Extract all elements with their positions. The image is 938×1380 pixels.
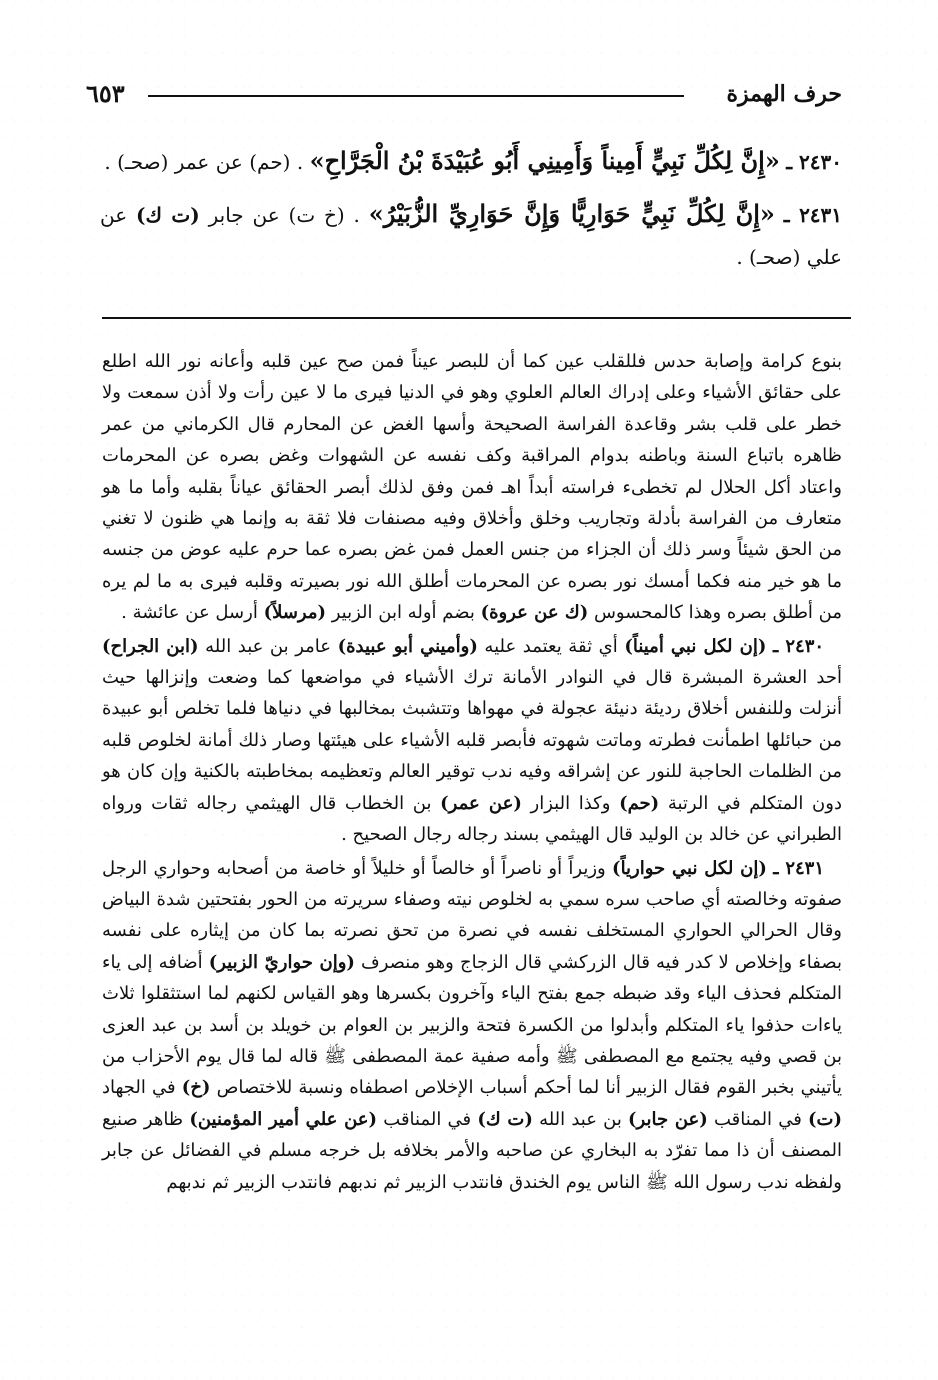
commentary-heading: (وإن حواريّ الزبير) — [208, 951, 355, 973]
commentary-reference: (عن علي أمير المؤمنين) — [189, 1108, 378, 1130]
commentary-text: في المناقب — [713, 1108, 802, 1130]
commentary-reference: (ك عن عروة) — [480, 602, 589, 624]
commentary-paragraph-2430 — [102, 631, 842, 851]
commentary-reference: (عن عمر) — [440, 792, 522, 814]
hadith-entry-2430 — [100, 140, 842, 183]
commentary-reference: (مرسلاً) — [263, 602, 326, 624]
page-number: ٦٥٣ — [86, 79, 125, 108]
header-rule — [148, 95, 684, 97]
commentary-text: بن الخطاب قال الهيثمي رجاله ثقات ورواه الطبراني عن خالد بن الوليد قال الهيثمي بسند رجاله رجال الصحيح . — [102, 792, 842, 846]
commentary-paragraph-1 — [102, 346, 842, 629]
commentary-heading: (إن لكل نبي أميناً) — [624, 635, 767, 657]
commentary-text: أحد العشرة المبشرة قال في النوادر الأمانة ترك الأشياء في مواضعها كما وضعت وإنزالها حيث أنزلت وللنفس أخلاق رديئة دنيئة عجولة في مهواها وتتشبث بمخالبها في دنياها فلما تخلص أبو عبيدة من حبائلها اطمأنت فطرته وماتت شهوته فأبصر قلبه الأشياء على هيئتها وصار ذلك أمانة لخلوص قلبه من الظلمات الحاجبة للنور عن إشراقه وفيه ندب توقير العالم وتعظيمه بمخاطبته بالكنية وإن كان هو دون المتكلم في الرتبة — [102, 667, 842, 814]
hadith-source-bold: (ت ك) — [136, 203, 200, 227]
hadith-source-end: عن علي (صحـ) . — [100, 203, 842, 269]
hadith-text: «إِنَّ لِكُلِّ نَبِيٍّ أَمِيناً وَأَمِينِي أَبُو عُبَيْدَةَ بْنُ الْجَرَّاحِ» — [309, 146, 780, 175]
commentary-text: أضافه إلى ياء المتكلم فحذف الياء وقد ضبطه جمع بفتح الياء وآخرون بكسرها وهو القياس لكنهم لما استثقلوا ثلاث ياءات حذفوا ياء المتكلم وأبدلوا من الكسرة فتحة والزبير بن العوام بن خويلد بن أسد بن عبد العزى بن قصي وفيه يجتمع مع المصطفى ﷺ وأمه صفية عمة المصطفى ﷺ قاله لما قال يوم الأحزاب من يأتيني بخبر القوم فقال الزبير أنا لما أحكم أسباب الإخلاص اصطفاه ونسبة للاختصاص — [102, 951, 842, 1099]
commentary-heading: (وأميني أبو عبيدة) — [337, 635, 478, 657]
commentary-text: وزيراً أو ناصراً أو خالصاً أو خليلاً أو خاصة من أصحابه وحواري الرجل صفوته وخالصته أي صاحب سره سمي به لخلوص نيته وصفاء سريرته من الحور بفتحتين شدة البياض وقال الحرالي الحواري المستخلف نفسه في نصرة من تحق نصرته بما كان من إيثاره على نفسه بصفاء وإخلاص لا كدر فيه قال الزركشي قال الزجاج وهو منصرف — [102, 857, 842, 973]
commentary-heading: (إن لكل نبي حوارياً) — [612, 857, 767, 879]
commentary-text: أي ثقة يعتمد عليه — [484, 635, 618, 657]
chapter-title: حرف الهمزة — [726, 81, 842, 107]
commentary-text: ظاهر صنيع المصنف أن ذا مما تفرّد به البخاري عن صاحبه والأمر بخلافه بل خرجه مسلم في الفضائل عن جابر ولفظه ندب رسول الله ﷺ الناس يوم الخندق فانتدب الزبير ثم ندبهم فانتدب الزبير ثم ندبهم — [102, 1108, 842, 1193]
commentary-reference: (حم) — [619, 792, 660, 814]
commentary-reference: (ت) — [808, 1108, 843, 1130]
hadith-block — [100, 140, 842, 288]
commentary-reference: (ت ك) — [477, 1108, 533, 1130]
commentary-text: بن عبد الله — [539, 1108, 622, 1130]
hadith-text: «إِنَّ لِكُلِّ نَبِيٍّ حَوَارِيًّا وَإِنَّ حَوَارِيِّ الزُّبَيْرُ» — [368, 199, 775, 228]
commentary-number: ٢٤٣٠ ـ — [772, 635, 825, 657]
commentary-text: بضم أوله ابن الزبير — [331, 602, 475, 624]
hadith-source: . (خ ت) عن جابر — [208, 203, 360, 227]
commentary-block — [102, 346, 842, 1200]
commentary-number: ٢٤٣١ ـ — [773, 857, 824, 879]
commentary-text: بنوع كرامة وإصابة حدس فللقلب عين كما أن للبصر عيناً فمن صح عين قلبه وأعانه نور الله اطلع على حقائق الأشياء وعلى إدراك العالم العلوي وهو في الدنيا فيرى ما لا عين رأت ولا أذن سمعت ولا خطر على قلب بشر وقاعدة الفراسة الصحيحة وأسها الغض عن المحارم قال الكرماني من عمر ظاهره باتباع السنة وباطنه بدوام المراقبة وكف نفسه عن الشهوات وغض بصره عن المحرمات واعتاد أكل الحلال لم تخطىء فراسته أبداً اهـ فمن وفق لذلك أبصر الحقائق عياناً بقلبه وأما ما هو متعارف من الفراسة بأدلة وتجاريب وخلق وأخلاق وفيه مصنفات فلا ثقة به وإنما هي ظنون لا تغني من الحق شيئاً وسر ذلك أن الجزاء من جنس العمل فمن غض بصره عما حرم عليه عوض من جنسه ما هو خير منه فكما أمسك نور بصره عن المحرمات أطلق الله نور بصيرته وقلبه فيرى به ما لم يره من أطلق بصره وهذا كالمحسوس — [102, 351, 842, 624]
commentary-paragraph-2431 — [102, 853, 842, 1198]
commentary-text: في الجهاد — [102, 1077, 176, 1099]
commentary-text: في المناقب — [383, 1108, 472, 1130]
commentary-reference: (خ) — [181, 1077, 211, 1099]
hadith-entry-2431 — [100, 193, 842, 278]
running-header — [86, 80, 842, 120]
hadith-source: . (حم) عن عمر (صحـ) . — [104, 150, 304, 174]
commentary-heading: (ابن الجراح) — [102, 635, 199, 657]
commentary-reference: (عن جابر) — [628, 1108, 708, 1130]
commentary-text: وكذا البزار — [530, 792, 611, 814]
hadith-number: ٢٤٣٠ ـ — [786, 150, 842, 174]
section-divider — [102, 317, 851, 319]
commentary-text: أرسل عن عائشة . — [121, 602, 258, 624]
hadith-number: ٢٤٣١ ـ — [783, 203, 843, 227]
commentary-text: عامر بن عبد الله — [205, 635, 332, 657]
